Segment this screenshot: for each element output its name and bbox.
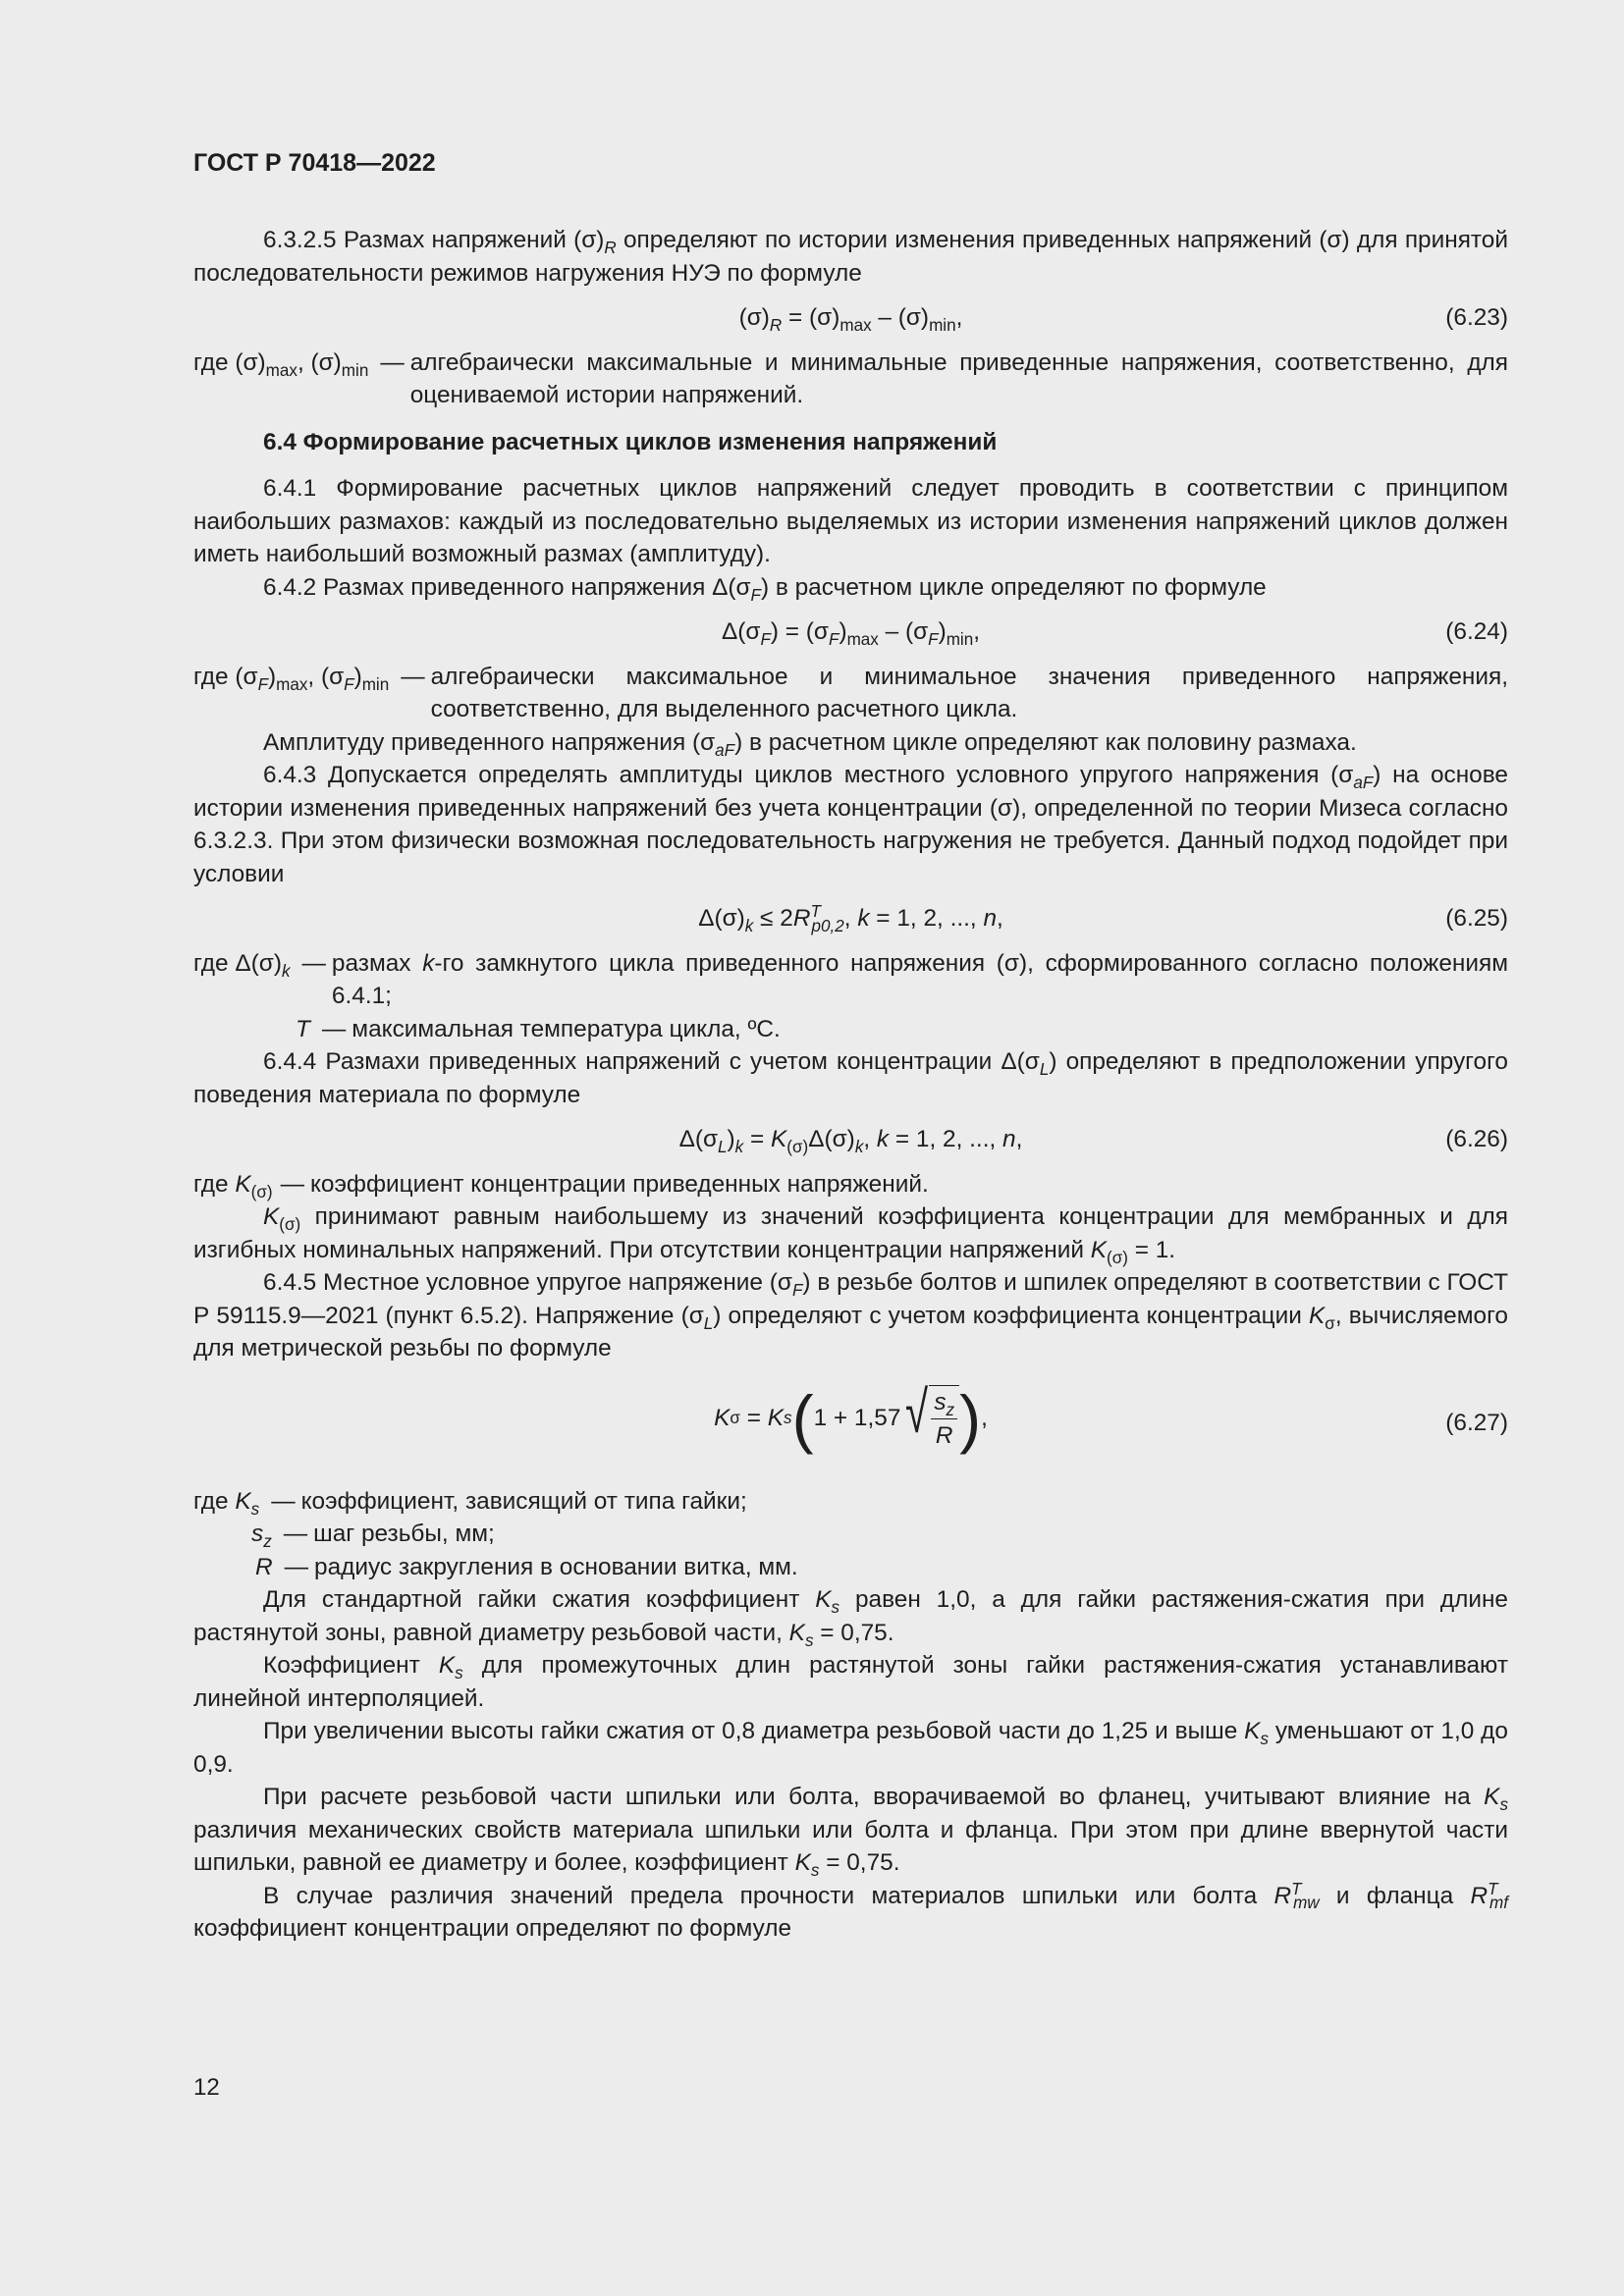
section-heading-6-4: 6.4 Формирование расчетных циклов изменения напряжений: [263, 428, 998, 455]
where-6-27-r: R — радиус закругления в основании витка, мм.: [255, 1553, 798, 1580]
formula-6-24: $\Delta(\sigma_F) = (\sigma_F)_{max} - (\sigma_F)_{min}$, (6.24): [193, 615, 1508, 649]
paragraph-6-4-5: 6.4.5 Местное условное упругое напряжение $(\sigma_F)$ в резьбе болтов и шпилек определяют в соответствии с ГОСТ Р 59115.9—2021 (пункт 6.5.2). Напряжение $(\sigma_L)$ определяют с учетом коэффициента концентрации $K_\sigma$, вычисляемого для метрической резьбы по формуле: [193, 1269, 1508, 1362]
page-content: [193, 224, 1508, 1946]
page-number: 12: [193, 2074, 220, 2101]
formula-number: (6.23): [1445, 304, 1508, 331]
formula-6-23: $(\sigma)_R = (\sigma)_{max} - (\sigma)_{min}$, (6.23): [193, 301, 1508, 335]
where-6-24: где $(\sigma_F)_{max}$, $(\sigma_F)_{min}$ — алгебраически максимальное и минимальное значения приведенного напряжения, соответственно, для выделенного расчетного цикла.: [193, 663, 1508, 722]
fraction: $\frac{s_z}{R}$: [931, 1386, 957, 1453]
formula-number: (6.24): [1445, 618, 1508, 645]
formula-6-27: K σ = K s ( 1 + 1,57 √ $\frac{s_z}{R}$ ) , (6.27): [714, 1378, 1508, 1455]
paragraph-nut-height: При увеличении высоты гайки сжатия от 0,8 диаметра резьбовой части до 1,25 и выше $K_s$ уменьшают от 1,0 до 0,9.: [193, 1718, 1508, 1778]
paragraph-6-3-2-5: 6.3.2.5 Размах напряжений $(\sigma)_R$ определяют по истории изменения приведенных напряжений (σ) для принятой последовательности режимов нагружения НУЭ по формуле: [193, 227, 1508, 287]
where-6-27-sz: $s_z$ — шаг резьбы, мм;: [251, 1521, 495, 1551]
formula-number: (6.26): [1445, 1126, 1508, 1152]
paragraph-amplitude: Амплитуду приведенного напряжения $(\sigma_{aF})$ в расчетном цикле определяют как половину размаха.: [263, 728, 1357, 760]
formula-6-26: $\Delta(\sigma_L)_k = K_{(\sigma)}\Delta(\sigma)_k$, k = 1, 2, ..., n, (6.26): [193, 1123, 1508, 1156]
paragraph-interpolation: Коэффициент $K_s$ для промежуточных длин растянутой зоны гайки растяжения-сжатия устанавливают линейной интерполяцией.: [193, 1652, 1508, 1712]
formula-6-25: $\Delta(\sigma)_k \le 2R^T_{p0,2}$, k = 1, 2, ..., n, (6.25): [698, 901, 1508, 935]
paragraph-6-4-4: 6.4.4 Размахи приведенных напряжений с учетом концентрации $\Delta(\sigma_L)$ определяют в предположении упругого поведения материала по формуле: [193, 1048, 1508, 1108]
where-6-26: где $K_{(\sigma)}$ — коэффициент концентрации приведенных напряжений.: [193, 1170, 929, 1201]
paragraph-strength-difference: В случае различия значений предела прочности материалов шпильки или болта $R^T_{mw}$ и фланца $R^T_{mf}$ коэффициент концентрации определяют по формуле: [193, 1879, 1508, 1942]
paragraph-k-concentration: $K_{(\sigma)}$ принимают равным наибольшему из значений коэффициента концентрации для мембранных и для изгибных номинальных напряжений. При отсутствии концентрации напряжений $K_{(\sigma)} = 1$.: [193, 1203, 1508, 1267]
document-header: ГОСТ Р 70418—2022: [193, 149, 436, 177]
paragraph-6-4-3: 6.4.3 Допускается определять амплитуды циклов местного условного упругого напряжения $(\sigma_{aF})$ на основе истории изменения приведенных напряжений без учета концентрации (σ), определенной по теории Мизеса согласно 6.3.2.3. При этом физически возможная последовательность нагружения не требуется. Данный подход подойдет при условии: [193, 762, 1508, 887]
paragraph-6-4-1: 6.4.1 Формирование расчетных циклов напряжений следует проводить в соответствии с принципом наибольших размахов: каждый из последовательно выделяемых из истории изменения напряжений циклов должен иметь наибольший возможный размах (амплитуду).: [193, 475, 1508, 567]
formula-number: (6.25): [1445, 905, 1508, 932]
where-6-23: где $(\sigma)_{max}$, $(\sigma)_{min}$ — алгебраически максимальные и минимальные приведенные напряжения, соответственно, для оцениваемой истории напряжений.: [193, 348, 1508, 408]
square-root: √ $\frac{s_z}{R}$: [900, 1385, 959, 1453]
where-6-27-ks: где $K_s$ — коэффициент, зависящий от типа гайки;: [193, 1487, 747, 1519]
where-6-25-k: где $\Delta(\sigma)_k$ — размах k-го замкнутого цикла приведенного напряжения (σ), сформированного согласно положениям 6.4.1;: [193, 949, 1508, 1009]
formula-number: (6.27): [1445, 1409, 1508, 1436]
where-6-25-t: T — максимальная температура цикла, ºС.: [296, 1015, 781, 1042]
paragraph-6-4-2: 6.4.2 Размах приведенного напряжения $\Delta(\sigma_F)$ в расчетном цикле определяют по формуле: [263, 573, 1267, 605]
paragraph-standard-nut: Для стандартной гайки сжатия коэффициент $K_s$ равен 1,0, а для гайки растяжения-сжатия при длине растянутой зоны, равной диаметру резьбовой части, $K_s = 0,75$.: [193, 1586, 1508, 1650]
paragraph-flange: При расчете резьбовой части шпильки или болта, вворачиваемой во фланец, учитывают влияние на $K_s$ различия механических свойств материала шпильки или болта и фланца. При этом при длине ввернутой части шпильки, равной ее диаметру и более, коэффициент $K_s = 0,75$.: [193, 1784, 1508, 1880]
